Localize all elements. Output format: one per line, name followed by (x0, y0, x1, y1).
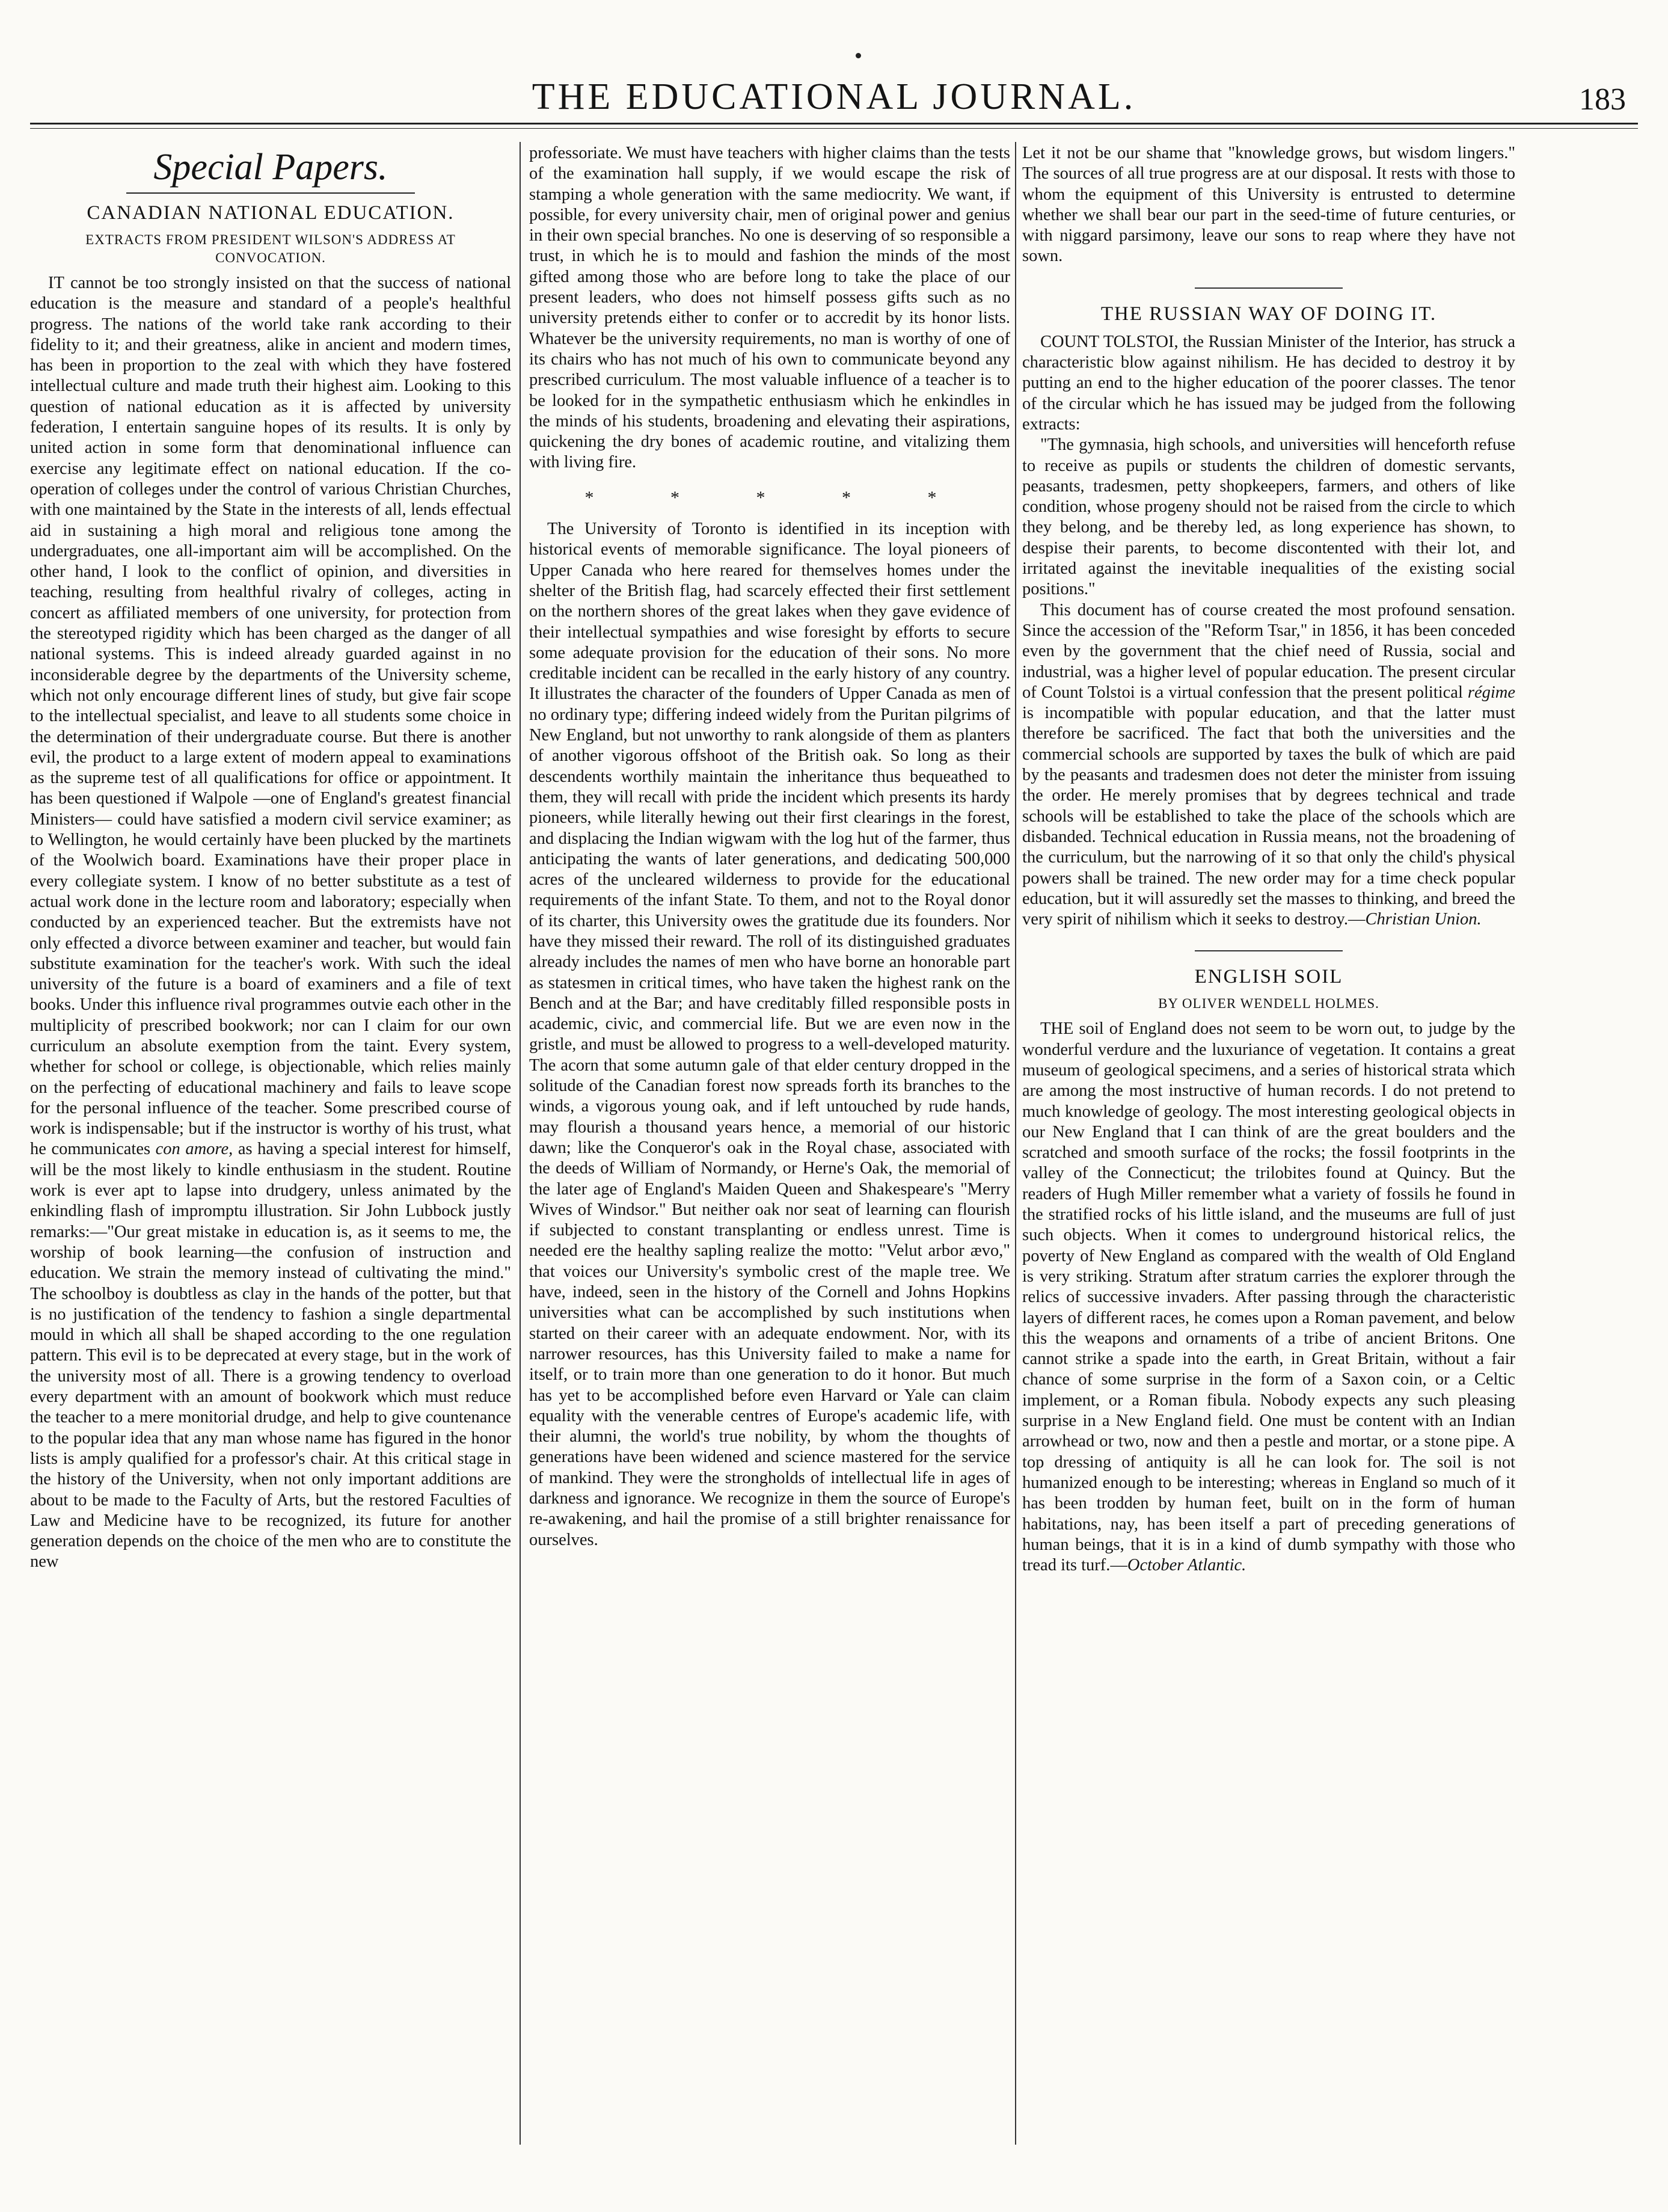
article-paragraph (1022, 600, 1515, 930)
source-credit: Christian Union. (1365, 910, 1482, 929)
page-number: 183 (1579, 82, 1626, 117)
section-title: Special Papers. (153, 147, 388, 188)
article-paragraph: professoriate. We must have teachers with higher claims than the tests of the examination hall supply, if we would escape the risk of stamping a whole generation with the same mediocrity. We want, if possible, for every university chair, men of original power and genius in their own special branches. No one is deserving of so responsible a trust, in which he is to mould and fashion the minds of the most gifted among those who are before long to take the place of our present leaders, who does not himself possess gifts such as no university pretends either to confer or to accredit by its honor lists. Whatever be the university requirements, no man is worthy of one of its chairs who has not much of his own to communicate beyond any prescribed curriculum. The most valuable influence of a teacher is to be looked for in the sympathetic enthusiasm which he enkindles in the minds of his students, broadening and elevating their aspirations, quickening the dry bones of academic routine, and vitalizing them with living fire. (529, 144, 1010, 472)
article-title: THE RUSSIAN WAY OF DOING IT. (1100, 303, 1437, 325)
article-paragraph (30, 273, 511, 1573)
article-paragraph: Let it not be our shame that "knowledge grows, but wisdom lingers." The sources of all true progress are at our disposal. It rests with those to whom the equipment of this University is entrusted to determine whether we shall bear our part in the seed-time of future centuries, or with niggard parsimony, leave our sons to reap where they have not sown. (1022, 144, 1515, 266)
column-1 (30, 143, 511, 2146)
paragraph-text: the Russian Minister of the Interior, has struck a characteristic blow against nihilism. He has decided to destroy it by putting an end to the higher education of the poorer classes. The tenor of the circular which he has issued may be judged from the following extracts: (1022, 332, 1515, 434)
article-paragraph (1022, 1019, 1515, 1576)
italic-word: régime (1467, 683, 1515, 702)
article-separator (1195, 287, 1343, 289)
section-break-stars: * * * * * (584, 487, 973, 508)
paragraph-text: is incompatible with popular education, and that the latter must therefore be sacrificed. The fact that both the universities and the commercial schools are supported by taxes the bulk of which are paid by the peasants and tradesmen does not deter the minister from issuing the order. He merely promises that by degrees technical and trade schools will be established to take the place of the schools which are disbanded. Technical education in Russia means, not the broadening of the curriculum, but the narrowing of it so that only the child's physical powers shall be trained. The new order may for a time check popular education, but it will assuredly set the masses to thinking, and breed the very spirit of nihilism which it seeks to destroy.— (1022, 704, 1515, 929)
article-paragraph: The University of Toronto is identified in its inception with historical events of memorable significance. The loyal pioneers of Upper Canada who here reared for themselves homes under the shelter of the British flag, had scarcely effected their first settlement on the northern shores of the great lakes when they gave evidence of their intellectual sympathies and wise foresight by efforts to secure some adequate provision for the education of their sons. No more creditable incident can be recalled in the early history of any country. It illustrates the character of the founders of Upper Canada as men of no ordinary type; differing indeed widely from the Puritan pilgrims of New England, but not unworthy to rank alongside of them as planters of another vigorous offshoot of the British oak. So long as their descendents worthily maintain the inheritance thus bequeathed to them, they will recall with pride the incident which presents its hardy pioneers, while literally hewing out their first clearings in the forest, and displacing the Indian wigwam with the log hut of the farmer, thus anticipating the wants of later generations, and dedicating 500,000 acres of the uncleared wilderness to provide for the educational requirements of the infant State. To them, and not to the Royal donor of its charter, this University owes the gratitude due its founders. Nor have they missed their reward. The roll of its distinguished graduates already includes the names of men who have borne an honorable part as statesmen in critical times, who have taken the highest rank on the Bench and at the Bar; and have creditably filled responsible posts in academic, civic, and commercial life. But we are even now in the gristle, and must be allowed to progress to a well-developed maturity. The acorn that some autumn gale of that elder century dropped in the solitude of the Canadian forest now spreads forth its branches to the winds, a vigorous young oak, and if left untouched by rude hands, may flourish a thousand years hence, a memorial of our historic dawn; like the Conqueror's oak in the Royal chase, associated with the deeds of William of Normandy, or Herne's Oak, the memorial of the later age of England's Maiden Queen and Shakespeare's "Merry Wives of Windsor." But neither oak nor seat of learning can flourish if subjected to constant transplanting or endless unrest. Time is needed ere the healthy sapling realize the motto: "Velut arbor ævo," that voices our University's symbolic crest of the maple tree. We have, indeed, seen in the history of the Cornell and Johns Hopkins universities what can be accomplished by such institutions when started on their career with an adequate endowment. Nor, with its narrower resources, has this University failed to make a name for itself, or to train more than one generation to do it honor. But much has yet to be accomplished before even Harvard or Yale can claim equality with the venerable centres of Europe's academic life, with their alumni, the world's true nobility, by whom the thoughts of generations have been widened and science mastered for the service of mankind. They were the strongholds of intellectual life in ages of darkness and ignorance. We recognize in them the source of Europe's re-awakening, and hail the promise of a still brighter renaissance for ourselves. (529, 520, 1010, 1549)
journal-title: THE EDUCATIONAL JOURNAL. (532, 76, 1136, 117)
article-title: CANADIAN NATIONAL EDUCATION. (87, 202, 455, 224)
italic-phrase: con amore, (155, 1140, 233, 1159)
column-divider (1015, 142, 1016, 2145)
article-byline: BY OLIVER WENDELL HOLMES. (1158, 996, 1379, 1012)
section-rule (126, 192, 415, 194)
column-2 (529, 143, 1010, 2146)
print-mark (856, 53, 861, 58)
paragraph-text: This document has of course created the most profound sensation. Since the accession of the "Reform Tsar," in 1856, it has been conceded even by the government that the chief need of Russia, social and industrial, was a higher level of popular education. The present circular of Count Tolstoi is a virtual confession that the present political (1022, 600, 1515, 702)
paragraph-text: IT cannot be too strongly insisted on that the success of national education is the measure and standard of a people's healthful progress. The nations of the world take rank according to their fidelity to it; and their greatness, alike in ancient and modern times, has been in proportion to the zeal with which they have fostered intellectual culture and made truth their highest aim. Looking to this question of national education as it is affected by university federation, I entertain sanguine hopes of its results. It is only by united action in some form that denominational influence can exercise any legitimate effect on national education. If the co-operation of colleges under the control of various Christian Churches, with one maintained by the State in the interests of all, lends effectual aid in sustaining a high moral and religious tone among the undergraduates, one all-important aim will be accomplished. On the other hand, I look to the conflict of opinion, and diversities in teaching, resulting from healthful rivalry of colleges, acting in concert as affiliated members of one university, for protection from the stereotyped rigidity which has been charged as the danger of all national systems. This is indeed already guarded against in no inconsiderable degree by the departments of the University scheme, which not only encourage different lines of study, but give fair scope to the intellectual specialist, and leave to all students some choice in the determination of their undergraduate course. But there is another evil, the product to a large extent of modern appeal to examinations as the supreme test of all qualifications for office or appointment. It has been questioned if Walpole —one of England's greatest financial Ministers— could have satisfied a modern civil service examiner; as to Wellington, he would certainly have been plucked by the martinets of the Woolwich board. Examinations have their proper place in every collegiate system. I know of no better substitute as a test of actual work done in the lecture room and laboratory; especially when conducted by an experienced teacher. But the extremists have not only effected a divorce between examiner and teacher, but would fain substitute examination for the teacher's work. With such the ideal university of the future is a board of examiners and a file of text books. Under this influence rival programmes outvie each other in the multiplicity of prescribed bookwork; nor can I claim for our own curriculum an absolute exemption from the taint. Every system, whether for school or college, is objectionable, which relies mainly on the perfecting of educational machinery and fails to leave scope for the personal influence of the teacher. Some prescribed course of work is indispensable; but if the instructor is worthy of his trust, what he communicates (30, 274, 511, 1159)
lead-in: COUNT TOLSTOI, (1040, 332, 1179, 351)
lead-in: THE (1040, 1019, 1074, 1039)
article-paragraph (1022, 332, 1515, 435)
header-rule (30, 123, 1638, 129)
page-header (30, 71, 1638, 125)
column-divider (520, 142, 521, 2145)
paragraph-text: soil of England does not seem to be worn out, to judge by the wonderful verdure and the luxuriance of vegetation. It contains a great museum of geological specimens, and a series of historical strata which are among the most instructive of human records. I do not pretend to much knowledge of geology. The most interesting geological objects in our New England that I can think of are the great boulders and the scratched and smooth surface of the rocks; the fossil footprints in the valley of the Connecticut; the trilobites found at Quincy. But the readers of Hugh Miller remember what a variety of fossils he found in the stratified rocks of his little island, and the museums are full of just such objects. When it comes to underground historical relics, the poverty of New England as compared with the wealth of Old England is very striking. Stratum after stratum carries the explorer through the relics of successive invaders. After passing through the characteristic layers of different races, he comes upon a Roman pavement, and below this the weapons and ornaments of a tribe of ancient Britons. One cannot strike a spade into the earth, in Great Britain, without a fair chance of some surprise in the form of a Saxon coin, or a Celtic implement, or a Roman fibula. Nobody expects any such pleasing surprise in a New England field. One must be content with an Indian arrowhead or two, now and then a pestle and mortar, or a stone pipe. A top dressing of antiquity is all he can look for. The soil is not humanized enough to be interesting; whereas in England so much of it has been trodden by human feet, built on in the form of human habitations, nay, has been itself a part of preceding generations of human beings, that it is in a kind of dumb sympathy with those who tread its turf.— (1022, 1019, 1515, 1575)
source-credit: October Atlantic. (1127, 1556, 1246, 1575)
article-title: ENGLISH SOIL (1194, 966, 1343, 988)
article-separator (1195, 950, 1343, 951)
quoted-paragraph: "The gymnasia, high schools, and universities will henceforth refuse to receive as pupils or students the children of domestic servants, peasants, tradesmen, petty shopkeepers, farmers, and others of like condition, whose progeny should not be raised from the circle to which they belong, and be thereby led, as long experience has shown, to despise their parents, to become discontented with their lot, and irritated against the inevitable inequalities of the existing social positions." (1022, 435, 1515, 599)
article-subtitle: EXTRACTS FROM PRESIDENT WILSON'S ADDRESS AT CONVOCATION. (85, 232, 456, 265)
paragraph-text: as having a special interest for himself, will be the most likely to kindle enthusiasm in the student. Routine work is ever apt to lapse into drudgery, unless animated by the enkindling flash of impromptu illustration. Sir John Lubbock justly remarks:—"Our great mistake in education is, as it seems to me, the worship of book learning—the confusion of instruction and education. We strain the memory instead of cultivating the mind." The schoolboy is doubtless as clay in the hands of the potter, but that is no justification of the tendency to fashion a single departmental mould in which all shall be shaped according to the one regulation pattern. This evil is to be deprecated at every stage, but in the work of the university most of all. There is a growing tendency to overload every department with an amount of bookwork which must reduce the teacher to a mere monitorial drudge, and help to give countenance to the popular idea that any man whose name has figured in the honor lists is amply qualified for a professor's chair. At this critical stage in the history of the University, when not only important additions are about to be made to the Faculty of Arts, but the restored Faculties of Law and Medicine have to be recognized, its future for another generation depends on the choice of the men who are to constitute the new (30, 1140, 511, 1571)
column-3 (1022, 143, 1515, 2146)
